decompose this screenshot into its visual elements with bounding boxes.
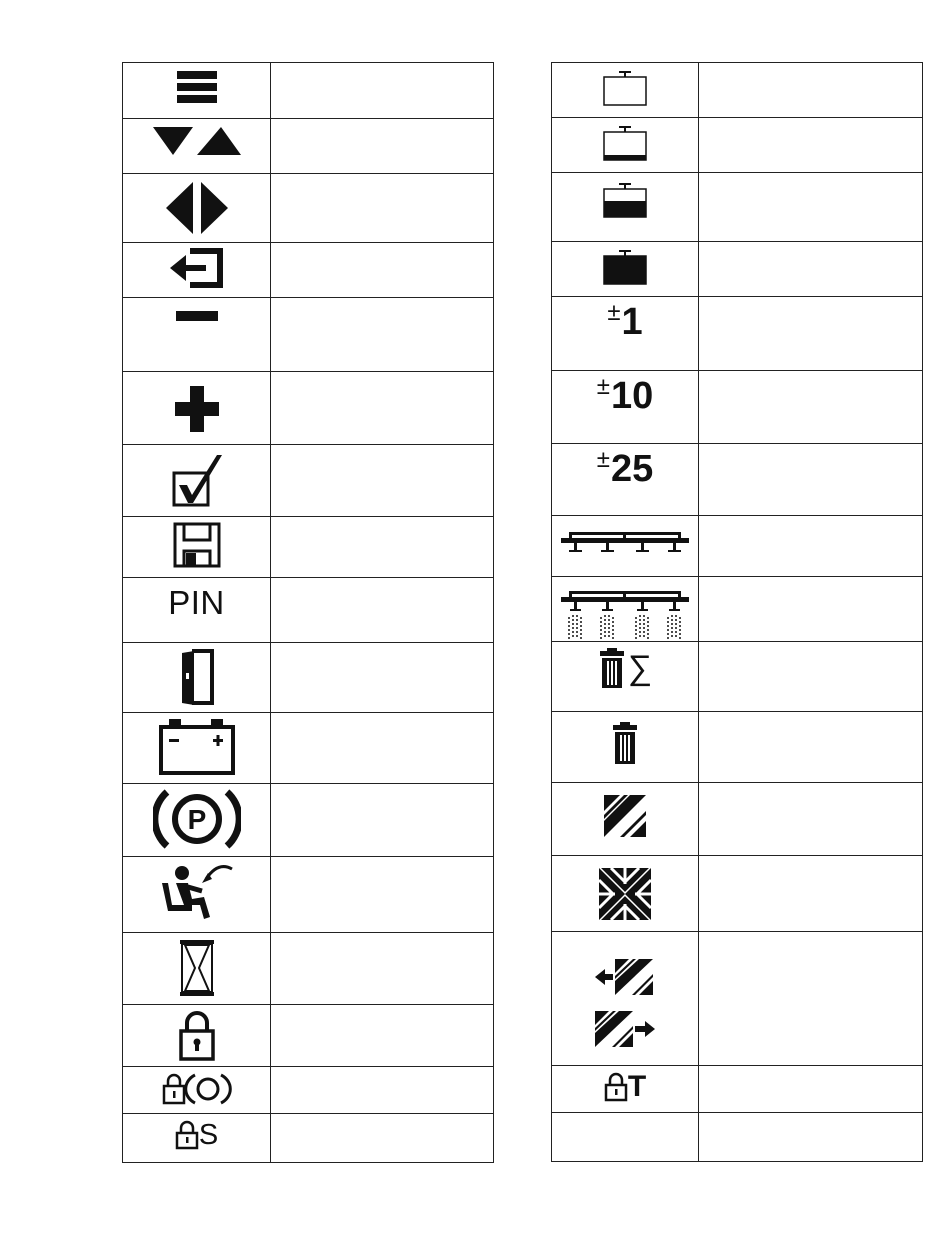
- menu-icon: [175, 67, 219, 107]
- symbol-cell: [123, 63, 271, 118]
- description-cell: [699, 642, 922, 711]
- table-row: [552, 856, 922, 932]
- table-row: [123, 445, 493, 517]
- description-cell: [271, 857, 493, 932]
- table-row: [123, 174, 493, 243]
- symbol-cell: [123, 243, 271, 297]
- table-row: [123, 713, 493, 784]
- symbol-cell: [552, 856, 699, 931]
- description-cell: [699, 577, 922, 641]
- pin-code-icon: PIN: [168, 584, 225, 621]
- description-cell: [271, 578, 493, 642]
- arrows-left-right-icon: [162, 180, 232, 236]
- area-start-icon: [593, 957, 657, 997]
- table-row: [552, 1066, 922, 1113]
- symbol-cell: [552, 712, 699, 782]
- symbol-cell: [552, 297, 699, 370]
- symbol-cell: [552, 444, 699, 515]
- symbol-cell: [552, 173, 699, 241]
- lock-icon: [177, 1009, 217, 1061]
- symbol-cell: [552, 642, 699, 711]
- table-row: [123, 578, 493, 643]
- description-cell: [271, 1005, 493, 1066]
- operator-seat-icon: [158, 861, 236, 923]
- plus-minus-sign: ±: [596, 446, 610, 473]
- lock-brake-icon: [161, 1071, 233, 1107]
- description-cell: [699, 242, 922, 296]
- lock-speed-label: S: [198, 1118, 219, 1151]
- description-cell: [699, 516, 922, 576]
- table-row: [123, 933, 493, 1005]
- table-row: [552, 63, 922, 118]
- description-cell: [271, 517, 493, 577]
- description-cell: [271, 933, 493, 1004]
- tank-full-icon: [601, 248, 649, 288]
- symbol-cell: [552, 1066, 699, 1112]
- description-cell: [271, 174, 493, 242]
- symbol-cell: [123, 174, 271, 242]
- table-row: [552, 118, 922, 173]
- minus-icon: [174, 308, 220, 328]
- small-lock-icon: [175, 1120, 199, 1150]
- increment-10-icon: [596, 373, 654, 417]
- svg-text:P: P: [187, 804, 206, 835]
- sum-symbol: ∑: [627, 649, 653, 687]
- increment-value: 1: [621, 301, 643, 343]
- table-row: [552, 932, 922, 1066]
- description-cell: [699, 1113, 922, 1161]
- parking-brake-icon: [153, 788, 241, 850]
- symbol-cell: [552, 242, 699, 296]
- increment-25-icon: [596, 446, 654, 490]
- description-cell: [699, 1066, 922, 1112]
- description-cell: [699, 712, 922, 782]
- symbol-cell: [123, 298, 271, 371]
- table-row: [123, 643, 493, 713]
- table-row: [123, 243, 493, 298]
- left-symbol-table: [122, 62, 494, 1163]
- symbol-cell: [123, 1067, 271, 1113]
- symbol-cell: [123, 784, 271, 856]
- area-icon: [602, 793, 648, 839]
- tank-low-icon: [601, 124, 649, 164]
- table-row: [123, 63, 493, 119]
- table-row: [123, 298, 493, 372]
- lock-temperature-icon: [604, 1072, 646, 1102]
- table-row: [552, 444, 922, 516]
- table-row: [552, 712, 922, 783]
- description-cell: [271, 63, 493, 118]
- symbol-cell: [123, 643, 271, 712]
- boom-nozzles-off-icon: [559, 524, 691, 556]
- battery-icon: [157, 717, 237, 777]
- table-row: [552, 642, 922, 712]
- description-cell: [699, 118, 922, 172]
- symbol-cell: [123, 1005, 271, 1066]
- table-row: [552, 577, 922, 642]
- description-cell: [699, 297, 922, 370]
- trash-bin-icon: [598, 646, 626, 690]
- description-cell: [271, 713, 493, 783]
- symbol-cell: [552, 118, 699, 172]
- description-cell: [271, 445, 493, 516]
- table-row: [123, 1114, 493, 1162]
- table-row: [552, 516, 922, 577]
- plus-icon: [173, 384, 221, 434]
- symbol-cell: [123, 713, 271, 783]
- tank-counter-total-icon: [598, 646, 652, 690]
- symbol-cell: [123, 445, 271, 516]
- symbol-cell: [552, 783, 699, 855]
- tank-empty-icon: [601, 69, 649, 109]
- table-row: [123, 784, 493, 857]
- table-row: [123, 517, 493, 578]
- table-row: [123, 1067, 493, 1114]
- symbol-cell: [123, 578, 271, 642]
- symbol-cell: [123, 933, 271, 1004]
- table-row: [552, 173, 922, 242]
- door-icon: [178, 647, 216, 709]
- symbol-cell: [552, 932, 699, 1065]
- description-cell: [271, 119, 493, 173]
- table-row: [552, 297, 922, 371]
- area-end-icon: [593, 1009, 657, 1049]
- increment-1-icon: [607, 299, 643, 343]
- checkbox-checked-icon: [169, 451, 225, 509]
- plus-minus-sign: ±: [596, 373, 610, 400]
- plus-minus-sign: ±: [607, 299, 621, 326]
- increment-value: 10: [610, 375, 654, 417]
- table-row: [552, 783, 922, 856]
- description-cell: [699, 856, 922, 931]
- description-cell: [699, 783, 922, 855]
- description-cell: [699, 173, 922, 241]
- symbol-cell: [552, 577, 699, 641]
- table-row: [123, 857, 493, 933]
- description-cell: [699, 932, 922, 1065]
- description-cell: [271, 784, 493, 856]
- lock-temperature-label: T: [627, 1070, 647, 1103]
- lock-speed-icon: [175, 1120, 218, 1150]
- symbol-cell: [123, 857, 271, 932]
- table-row: [552, 242, 922, 297]
- area-total-icon: [597, 866, 653, 922]
- description-cell: [699, 371, 922, 443]
- description-cell: [271, 298, 493, 371]
- symbol-cell: [123, 1114, 271, 1162]
- symbol-cell: [552, 1113, 699, 1161]
- table-row: [123, 372, 493, 445]
- table-row: [123, 119, 493, 174]
- table-row: [123, 1005, 493, 1067]
- table-row: [552, 1113, 922, 1161]
- boom-spraying-icon: [559, 583, 691, 641]
- increment-value: 25: [610, 448, 654, 490]
- right-symbol-table: [551, 62, 923, 1162]
- symbol-cell: [552, 371, 699, 443]
- symbol-cell: [552, 63, 699, 117]
- hourglass-icon: [177, 937, 217, 999]
- description-cell: [699, 63, 922, 117]
- description-cell: [271, 1067, 493, 1113]
- description-cell: [271, 243, 493, 297]
- symbol-cell: [123, 517, 271, 577]
- symbol-cell: [123, 372, 271, 444]
- small-lock-icon: [604, 1072, 628, 1102]
- save-icon: [172, 521, 222, 569]
- symbol-cell: [123, 119, 271, 173]
- arrows-down-up-icon: [151, 125, 243, 157]
- description-cell: [699, 444, 922, 515]
- tank-half-icon: [601, 181, 649, 221]
- table-row: [552, 371, 922, 444]
- symbol-cell: [552, 516, 699, 576]
- tank-counter-icon: [611, 720, 639, 766]
- description-cell: [271, 643, 493, 712]
- exit-icon: [168, 247, 226, 289]
- description-cell: [271, 372, 493, 444]
- description-cell: [271, 1114, 493, 1162]
